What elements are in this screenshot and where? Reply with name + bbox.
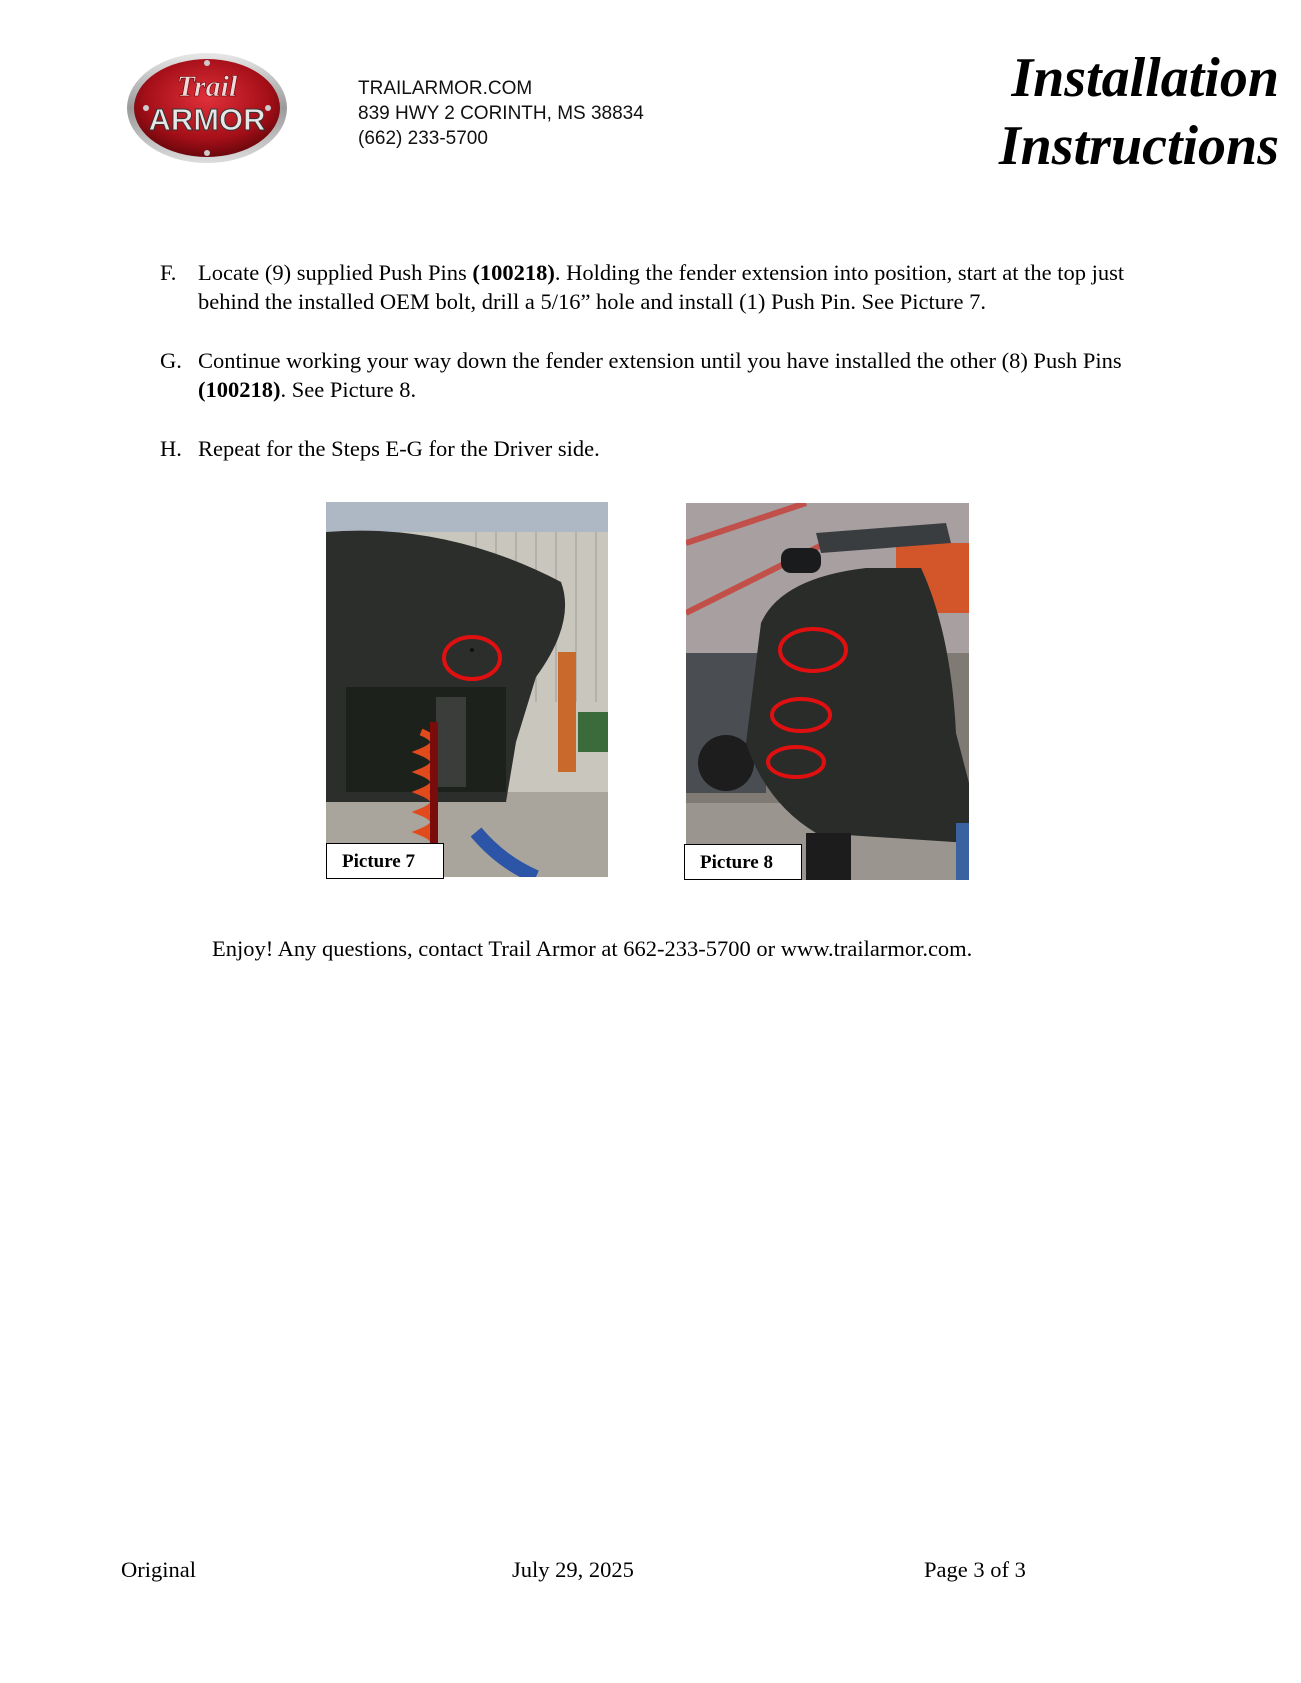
step-letter: G. bbox=[160, 348, 182, 373]
document-title bbox=[999, 44, 1279, 180]
closing-note: Enjoy! Any questions, contact Trail Armor at 662-233-5700 or www.trailarmor.com. bbox=[212, 936, 973, 961]
part-number: (100218) bbox=[198, 377, 281, 402]
title-line-2: Instructions bbox=[998, 115, 1279, 177]
step-text: Repeat for the Steps E-G for the Driver side. bbox=[198, 436, 600, 461]
trail-armor-logo bbox=[124, 50, 290, 166]
step-g bbox=[160, 346, 1190, 404]
company-address: 839 HWY 2 CORINTH, MS 38834 bbox=[358, 103, 644, 124]
picture-8-caption: Picture 8 bbox=[684, 844, 802, 880]
company-info bbox=[358, 76, 644, 151]
footer-page-number: Page 3 of 3 bbox=[924, 1557, 1026, 1582]
picture-8-photo bbox=[686, 503, 969, 880]
step-h bbox=[160, 434, 1190, 463]
logo-text-armor: ARMOR bbox=[148, 102, 266, 137]
step-f bbox=[160, 258, 1190, 316]
instruction-steps bbox=[160, 258, 1190, 493]
company-phone: (662) 233-5700 bbox=[358, 128, 488, 149]
company-website: TRAILARMOR.COM bbox=[358, 78, 533, 99]
picture-7-caption: Picture 7 bbox=[326, 843, 444, 879]
logo-text-trail: Trail bbox=[176, 70, 238, 103]
footer-date: July 29, 2025 bbox=[512, 1557, 634, 1582]
step-letter: H. bbox=[160, 436, 182, 461]
part-number: (100218) bbox=[472, 260, 555, 285]
step-text: Continue working your way down the fender extension until you have installed the other (8) Push Pins (100218). See Picture 8. bbox=[198, 348, 1122, 402]
step-text: Locate (9) supplied Push Pins (100218). Holding the fender extension into position, start at the top just behind the installed OEM bolt, drill a 5/16” hole and install (1) Push Pin. See Picture 7. bbox=[198, 260, 1125, 314]
title-line-1: Installation bbox=[1011, 47, 1279, 109]
step-letter: F. bbox=[160, 260, 177, 285]
picture-7-photo bbox=[326, 502, 608, 877]
footer-revision: Original bbox=[121, 1557, 196, 1582]
